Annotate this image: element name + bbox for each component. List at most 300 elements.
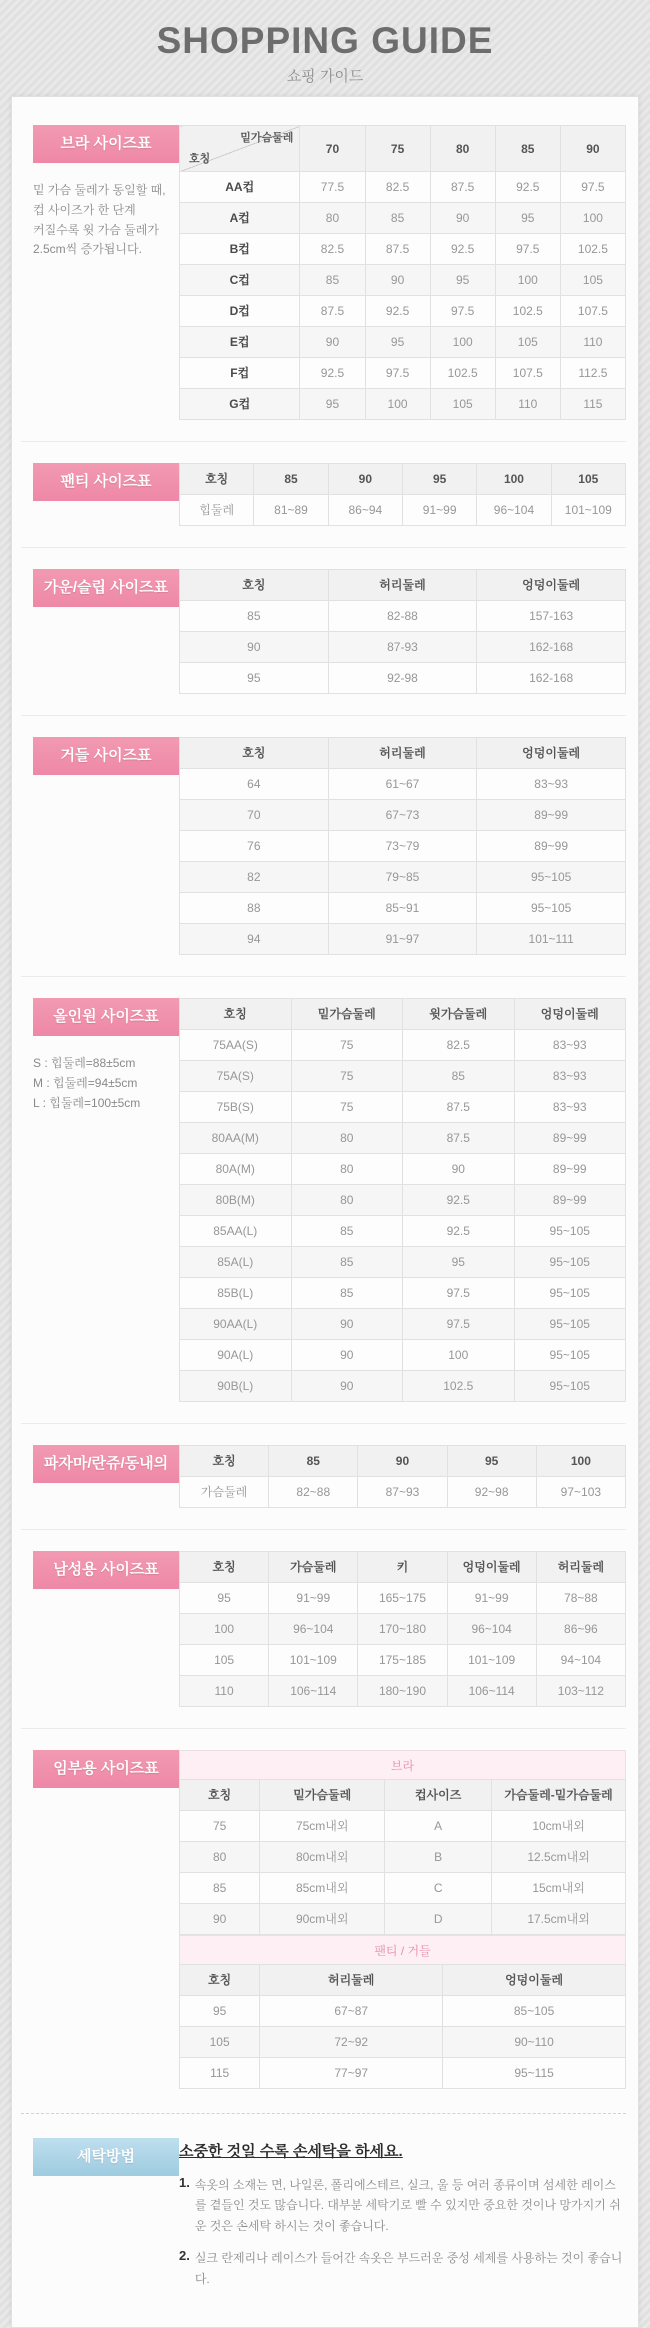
header-row xyxy=(180,126,626,172)
table-row xyxy=(180,831,626,862)
column-header: 85 xyxy=(495,126,560,172)
value-cell: 90 xyxy=(291,1340,403,1371)
value-cell: 82.5 xyxy=(365,172,430,203)
table-row xyxy=(180,1676,626,1707)
maternity-section-label: 임부용 사이즈표 xyxy=(33,1750,179,1788)
value-cell: 95 xyxy=(495,203,560,234)
note-line: 밑 가슴 둘레가 동일할 때, xyxy=(33,183,166,197)
row-header-cell: 90A(L) xyxy=(180,1340,292,1371)
value-cell: 95 xyxy=(300,389,365,420)
note-line: 2.5cm씩 증가됩니다. xyxy=(33,242,142,257)
section-divider xyxy=(21,715,626,716)
corner-header-cell xyxy=(180,126,300,172)
value-cell: 87.5 xyxy=(430,172,495,203)
table-row xyxy=(180,800,626,831)
girdle-size-section xyxy=(21,737,626,955)
note-line: 컵 사이즈가 한 단계 xyxy=(33,202,136,217)
value-cell: 15cm내외 xyxy=(492,1873,626,1904)
row-header-cell: 가슴둘레 xyxy=(180,1477,269,1508)
column-header: 90 xyxy=(358,1446,447,1477)
note-line: M : 힙둘레=94±5cm xyxy=(33,1075,138,1090)
value-cell: 80 xyxy=(291,1123,403,1154)
value-cell: 101~109 xyxy=(551,495,625,526)
page-header xyxy=(0,0,650,96)
mens-size-table xyxy=(179,1551,626,1707)
value-cell: 95 xyxy=(365,327,430,358)
washing-item xyxy=(179,2248,626,2289)
row-header-cell: 75B(S) xyxy=(180,1092,292,1123)
table-row xyxy=(180,2058,626,2089)
value-cell: 180~190 xyxy=(358,1676,447,1707)
column-header: 호칭 xyxy=(180,738,329,769)
row-header-cell: B컵 xyxy=(180,234,300,265)
value-cell: 162-168 xyxy=(477,632,626,663)
value-cell: 91~99 xyxy=(269,1583,358,1614)
row-header-cell: 90AA(L) xyxy=(180,1309,292,1340)
row-header-cell: 110 xyxy=(180,1676,269,1707)
value-cell: 97.5 xyxy=(560,172,625,203)
value-cell: 85 xyxy=(291,1278,403,1309)
value-cell: 92.5 xyxy=(365,296,430,327)
bra-section-label: 브라 사이즈표 xyxy=(33,125,179,163)
row-header-cell: 85 xyxy=(180,601,329,632)
value-cell: 90cm내외 xyxy=(260,1904,385,1935)
value-cell: 95~105 xyxy=(477,862,626,893)
row-header-cell: G컵 xyxy=(180,389,300,420)
section-divider xyxy=(21,1423,626,1424)
column-header: 엉덩이둘레 xyxy=(514,999,626,1030)
gown-slip-section-label: 가운/슬립 사이즈표 xyxy=(33,569,179,607)
value-cell: 90 xyxy=(291,1371,403,1402)
value-cell: 112.5 xyxy=(560,358,625,389)
value-cell: 95~105 xyxy=(514,1371,626,1402)
column-header: 75 xyxy=(365,126,430,172)
value-cell: 101~109 xyxy=(447,1645,536,1676)
value-cell: 97.5 xyxy=(365,358,430,389)
maternity-panty-girdle-band: 팬티 / 거들 xyxy=(179,1935,626,1964)
column-header: 100 xyxy=(536,1446,625,1477)
girdle-size-table xyxy=(179,737,626,955)
value-cell: A xyxy=(385,1811,492,1842)
column-header: 85 xyxy=(269,1446,358,1477)
maternity-panty-girdle-table xyxy=(179,1964,626,2089)
row-header-cell: 64 xyxy=(180,769,329,800)
row-header-cell: 95 xyxy=(180,1996,260,2027)
table-row xyxy=(180,1123,626,1154)
row-header-cell: 75 xyxy=(180,1811,260,1842)
washing-method-section xyxy=(21,2138,626,2301)
table-row xyxy=(180,389,626,420)
column-header: 키 xyxy=(358,1552,447,1583)
value-cell: C xyxy=(385,1873,492,1904)
value-cell: 80cm내외 xyxy=(260,1842,385,1873)
value-cell: 75 xyxy=(291,1061,403,1092)
all-in-one-size-table xyxy=(179,998,626,1402)
value-cell: 105 xyxy=(430,389,495,420)
all-in-one-section-label: 올인원 사이즈표 xyxy=(33,998,179,1036)
header-row xyxy=(180,999,626,1030)
value-cell: 100 xyxy=(495,265,560,296)
column-header: 105 xyxy=(551,464,625,495)
value-cell: 87.5 xyxy=(365,234,430,265)
value-cell: 95~105 xyxy=(514,1309,626,1340)
row-header-cell: F컵 xyxy=(180,358,300,389)
value-cell: 92.5 xyxy=(403,1216,515,1247)
header-row xyxy=(180,464,626,495)
column-header: 호칭 xyxy=(180,570,329,601)
value-cell: 82.5 xyxy=(403,1030,515,1061)
table-row xyxy=(180,1309,626,1340)
value-cell: 97.5 xyxy=(495,234,560,265)
value-cell: 89~99 xyxy=(477,831,626,862)
value-cell: 96~104 xyxy=(477,495,551,526)
value-cell: 101~111 xyxy=(477,924,626,955)
value-cell: 97.5 xyxy=(430,296,495,327)
column-header: 95 xyxy=(447,1446,536,1477)
value-cell: 67~73 xyxy=(328,800,477,831)
value-cell: 95 xyxy=(403,1247,515,1278)
value-cell: 12.5cm내외 xyxy=(492,1842,626,1873)
row-header-cell: 85B(L) xyxy=(180,1278,292,1309)
table-row xyxy=(180,1583,626,1614)
value-cell: 87.5 xyxy=(300,296,365,327)
table-row xyxy=(180,1340,626,1371)
value-cell: 90 xyxy=(300,327,365,358)
row-header-cell: 85A(L) xyxy=(180,1247,292,1278)
row-header-cell: 75AA(S) xyxy=(180,1030,292,1061)
value-cell: 107.5 xyxy=(495,358,560,389)
mens-section-label: 남성용 사이즈표 xyxy=(33,1551,179,1589)
value-cell: 95 xyxy=(430,265,495,296)
section-divider xyxy=(21,976,626,977)
table-row xyxy=(180,1645,626,1676)
column-header: 가슴둘레 xyxy=(269,1552,358,1583)
value-cell: 94~104 xyxy=(536,1645,625,1676)
row-header-cell: 80B(M) xyxy=(180,1185,292,1216)
pajama-size-table xyxy=(179,1445,626,1508)
value-cell: 83~93 xyxy=(514,1030,626,1061)
value-cell: 85 xyxy=(300,265,365,296)
column-header: 호칭 xyxy=(180,1552,269,1583)
value-cell: 100 xyxy=(403,1340,515,1371)
table-row xyxy=(180,1061,626,1092)
maternity-size-section xyxy=(21,1750,626,2089)
value-cell: 85~91 xyxy=(328,893,477,924)
value-cell: 89~99 xyxy=(514,1154,626,1185)
table-row xyxy=(180,893,626,924)
column-header: 호칭 xyxy=(180,1965,260,1996)
corner-bottom-label: 호칭 xyxy=(189,153,211,165)
value-cell: 110 xyxy=(495,389,560,420)
value-cell: 92.5 xyxy=(430,234,495,265)
column-header: 95 xyxy=(402,464,476,495)
column-header: 허리둘레 xyxy=(536,1552,625,1583)
table-row xyxy=(180,1811,626,1842)
value-cell: 97.5 xyxy=(403,1278,515,1309)
value-cell: 92-98 xyxy=(328,663,477,694)
panty-size-section xyxy=(21,463,626,526)
table-row xyxy=(180,1996,626,2027)
value-cell: 90 xyxy=(291,1309,403,1340)
washing-item xyxy=(179,2175,626,2236)
table-row xyxy=(180,1030,626,1061)
row-header-cell: 85AA(L) xyxy=(180,1216,292,1247)
row-header-cell: 90B(L) xyxy=(180,1371,292,1402)
row-header-cell: 70 xyxy=(180,800,329,831)
column-header: 70 xyxy=(300,126,365,172)
pajama-section-label: 파자마/란쥬/동내의 xyxy=(33,1445,179,1483)
value-cell: 157-163 xyxy=(477,601,626,632)
value-cell: 81~89 xyxy=(254,495,328,526)
table-row xyxy=(180,1371,626,1402)
gown-slip-size-section xyxy=(21,569,626,694)
value-cell: 83~93 xyxy=(514,1061,626,1092)
row-header-cell: 85 xyxy=(180,1873,260,1904)
row-header-cell: 88 xyxy=(180,893,329,924)
column-header: 윗가슴둘레 xyxy=(403,999,515,1030)
note-line: S : 힙둘레=88±5cm xyxy=(33,1056,136,1070)
note-line: 커질수록 윗 가슴 둘레가 xyxy=(33,222,159,237)
table-row xyxy=(180,769,626,800)
value-cell: 95~105 xyxy=(514,1216,626,1247)
value-cell: 77.5 xyxy=(300,172,365,203)
row-header-cell: 90 xyxy=(180,1904,260,1935)
table-row xyxy=(180,172,626,203)
value-cell: 85~105 xyxy=(443,1996,626,2027)
value-cell: 85cm내외 xyxy=(260,1873,385,1904)
table-row xyxy=(180,265,626,296)
maternity-bra-table xyxy=(179,1779,626,1935)
row-header-cell: A컵 xyxy=(180,203,300,234)
value-cell: 102.5 xyxy=(560,234,625,265)
value-cell: 90 xyxy=(430,203,495,234)
value-cell: 87-93 xyxy=(328,632,477,663)
value-cell: 92.5 xyxy=(403,1185,515,1216)
column-header: 90 xyxy=(560,126,625,172)
section-divider xyxy=(21,1529,626,1530)
value-cell: 170~180 xyxy=(358,1614,447,1645)
bra-section-note xyxy=(33,181,179,260)
row-header-cell: 95 xyxy=(180,1583,269,1614)
gown-slip-size-table xyxy=(179,569,626,694)
header-row xyxy=(180,1780,626,1811)
column-header: 100 xyxy=(477,464,551,495)
table-row xyxy=(180,632,626,663)
table-row xyxy=(180,862,626,893)
mens-size-section xyxy=(21,1551,626,1707)
header-row xyxy=(180,570,626,601)
value-cell: 86~96 xyxy=(536,1614,625,1645)
table-row xyxy=(180,358,626,389)
value-cell: 92~98 xyxy=(447,1477,536,1508)
table-row xyxy=(180,1247,626,1278)
value-cell: 87.5 xyxy=(403,1123,515,1154)
value-cell: 82~88 xyxy=(269,1477,358,1508)
column-header: 호칭 xyxy=(180,464,254,495)
table-row xyxy=(180,1185,626,1216)
washing-section-label: 세탁방법 xyxy=(33,2138,179,2176)
value-cell: 95~105 xyxy=(477,893,626,924)
value-cell: B xyxy=(385,1842,492,1873)
row-header-cell: 80 xyxy=(180,1842,260,1873)
value-cell: 100 xyxy=(560,203,625,234)
table-row xyxy=(180,601,626,632)
value-cell: 102.5 xyxy=(495,296,560,327)
value-cell: 87.5 xyxy=(403,1092,515,1123)
value-cell: 75 xyxy=(291,1030,403,1061)
value-cell: 101~109 xyxy=(269,1645,358,1676)
value-cell: 102.5 xyxy=(403,1371,515,1402)
row-header-cell: E컵 xyxy=(180,327,300,358)
value-cell: 92.5 xyxy=(495,172,560,203)
value-cell: 97~103 xyxy=(536,1477,625,1508)
value-cell: 89~99 xyxy=(514,1185,626,1216)
table-row xyxy=(180,1873,626,1904)
content-card xyxy=(11,96,639,2328)
value-cell: 162-168 xyxy=(477,663,626,694)
column-header: 밑가슴둘레 xyxy=(260,1780,385,1811)
header-row xyxy=(180,1552,626,1583)
value-cell: 105 xyxy=(495,327,560,358)
row-header-cell: 80AA(M) xyxy=(180,1123,292,1154)
table-row xyxy=(180,296,626,327)
column-header: 가슴둘레-밑가슴둘레 xyxy=(492,1780,626,1811)
table-row xyxy=(180,1614,626,1645)
value-cell: 175~185 xyxy=(358,1645,447,1676)
value-cell: 75cm내외 xyxy=(260,1811,385,1842)
value-cell: D xyxy=(385,1904,492,1935)
value-cell: 85 xyxy=(291,1216,403,1247)
column-header: 80 xyxy=(430,126,495,172)
value-cell: 79~85 xyxy=(328,862,477,893)
value-cell: 95~115 xyxy=(443,2058,626,2089)
table-row xyxy=(180,2027,626,2058)
table-row xyxy=(180,234,626,265)
washing-item-number: 2. xyxy=(179,2248,190,2264)
value-cell: 85 xyxy=(291,1247,403,1278)
column-header: 허리둘레 xyxy=(328,570,477,601)
value-cell: 90 xyxy=(365,265,430,296)
value-cell: 82.5 xyxy=(300,234,365,265)
value-cell: 80 xyxy=(291,1185,403,1216)
value-cell: 67~87 xyxy=(260,1996,443,2027)
row-header-cell: C컵 xyxy=(180,265,300,296)
value-cell: 77~97 xyxy=(260,2058,443,2089)
value-cell: 91~99 xyxy=(402,495,476,526)
value-cell: 115 xyxy=(560,389,625,420)
value-cell: 95~105 xyxy=(514,1340,626,1371)
value-cell: 80 xyxy=(300,203,365,234)
value-cell: 110 xyxy=(560,327,625,358)
value-cell: 106~114 xyxy=(447,1676,536,1707)
value-cell: 85 xyxy=(403,1061,515,1092)
all-in-one-size-section xyxy=(21,998,626,1402)
column-header: 90 xyxy=(328,464,402,495)
row-header-cell: 90 xyxy=(180,632,329,663)
table-row xyxy=(180,1092,626,1123)
section-divider xyxy=(21,2113,626,2114)
column-header: 호칭 xyxy=(180,1446,269,1477)
column-header: 컵사이즈 xyxy=(385,1780,492,1811)
column-header: 85 xyxy=(254,464,328,495)
table-row xyxy=(180,203,626,234)
row-header-cell: 105 xyxy=(180,1645,269,1676)
row-header-cell: 80A(M) xyxy=(180,1154,292,1185)
note-line: L : 힙둘레=100±5cm xyxy=(33,1095,141,1110)
table-row xyxy=(180,1154,626,1185)
value-cell: 83~93 xyxy=(514,1092,626,1123)
value-cell: 103~112 xyxy=(536,1676,625,1707)
value-cell: 91~99 xyxy=(447,1583,536,1614)
value-cell: 87~93 xyxy=(358,1477,447,1508)
value-cell: 100 xyxy=(365,389,430,420)
page-subtitle: 쇼핑 가이드 xyxy=(286,68,364,85)
header-row xyxy=(180,1446,626,1477)
table-row xyxy=(180,663,626,694)
corner-top-label: 밑가슴둘레 xyxy=(240,132,294,144)
value-cell: 107.5 xyxy=(560,296,625,327)
table-row xyxy=(180,1216,626,1247)
value-cell: 80 xyxy=(291,1154,403,1185)
row-header-cell: 100 xyxy=(180,1614,269,1645)
table-row xyxy=(180,924,626,955)
value-cell: 83~93 xyxy=(477,769,626,800)
header-row xyxy=(180,1965,626,1996)
row-header-cell: 82 xyxy=(180,862,329,893)
row-header-cell: 115 xyxy=(180,2058,260,2089)
column-header: 엉덩이둘레 xyxy=(477,738,626,769)
column-header: 호칭 xyxy=(180,1780,260,1811)
value-cell: 86~94 xyxy=(328,495,402,526)
header-row xyxy=(180,738,626,769)
column-header: 엉덩이둘레 xyxy=(443,1965,626,1996)
table-row xyxy=(180,1842,626,1873)
washing-item-number: 1. xyxy=(179,2175,190,2190)
value-cell: 61~67 xyxy=(328,769,477,800)
maternity-bra-band: 브라 xyxy=(179,1750,626,1779)
value-cell: 85 xyxy=(365,203,430,234)
column-header: 허리둘레 xyxy=(260,1965,443,1996)
bra-size-section xyxy=(21,125,626,420)
column-header: 엉덩이둘레 xyxy=(477,570,626,601)
value-cell: 91~97 xyxy=(328,924,477,955)
row-header-cell: AA컵 xyxy=(180,172,300,203)
value-cell: 78~88 xyxy=(536,1583,625,1614)
column-header: 밑가슴둘레 xyxy=(291,999,403,1030)
page-title: SHOPPING GUIDE xyxy=(156,20,494,61)
all-in-one-section-note xyxy=(33,1054,179,1113)
row-header-cell: 75A(S) xyxy=(180,1061,292,1092)
panty-size-table xyxy=(179,463,626,526)
value-cell: 97.5 xyxy=(403,1309,515,1340)
value-cell: 106~114 xyxy=(269,1676,358,1707)
value-cell: 82-88 xyxy=(328,601,477,632)
table-row xyxy=(180,1904,626,1935)
value-cell: 96~104 xyxy=(447,1614,536,1645)
girdle-section-label: 거들 사이즈표 xyxy=(33,737,179,775)
value-cell: 89~99 xyxy=(477,800,626,831)
washing-heading: 소중한 것일 수록 손세탁을 하세요. xyxy=(179,2143,403,2160)
value-cell: 95~105 xyxy=(514,1247,626,1278)
value-cell: 96~104 xyxy=(269,1614,358,1645)
row-header-cell: D컵 xyxy=(180,296,300,327)
value-cell: 102.5 xyxy=(430,358,495,389)
value-cell: 75 xyxy=(291,1092,403,1123)
value-cell: 72~92 xyxy=(260,2027,443,2058)
section-divider xyxy=(21,1728,626,1729)
table-row xyxy=(180,1278,626,1309)
row-header-cell: 76 xyxy=(180,831,329,862)
